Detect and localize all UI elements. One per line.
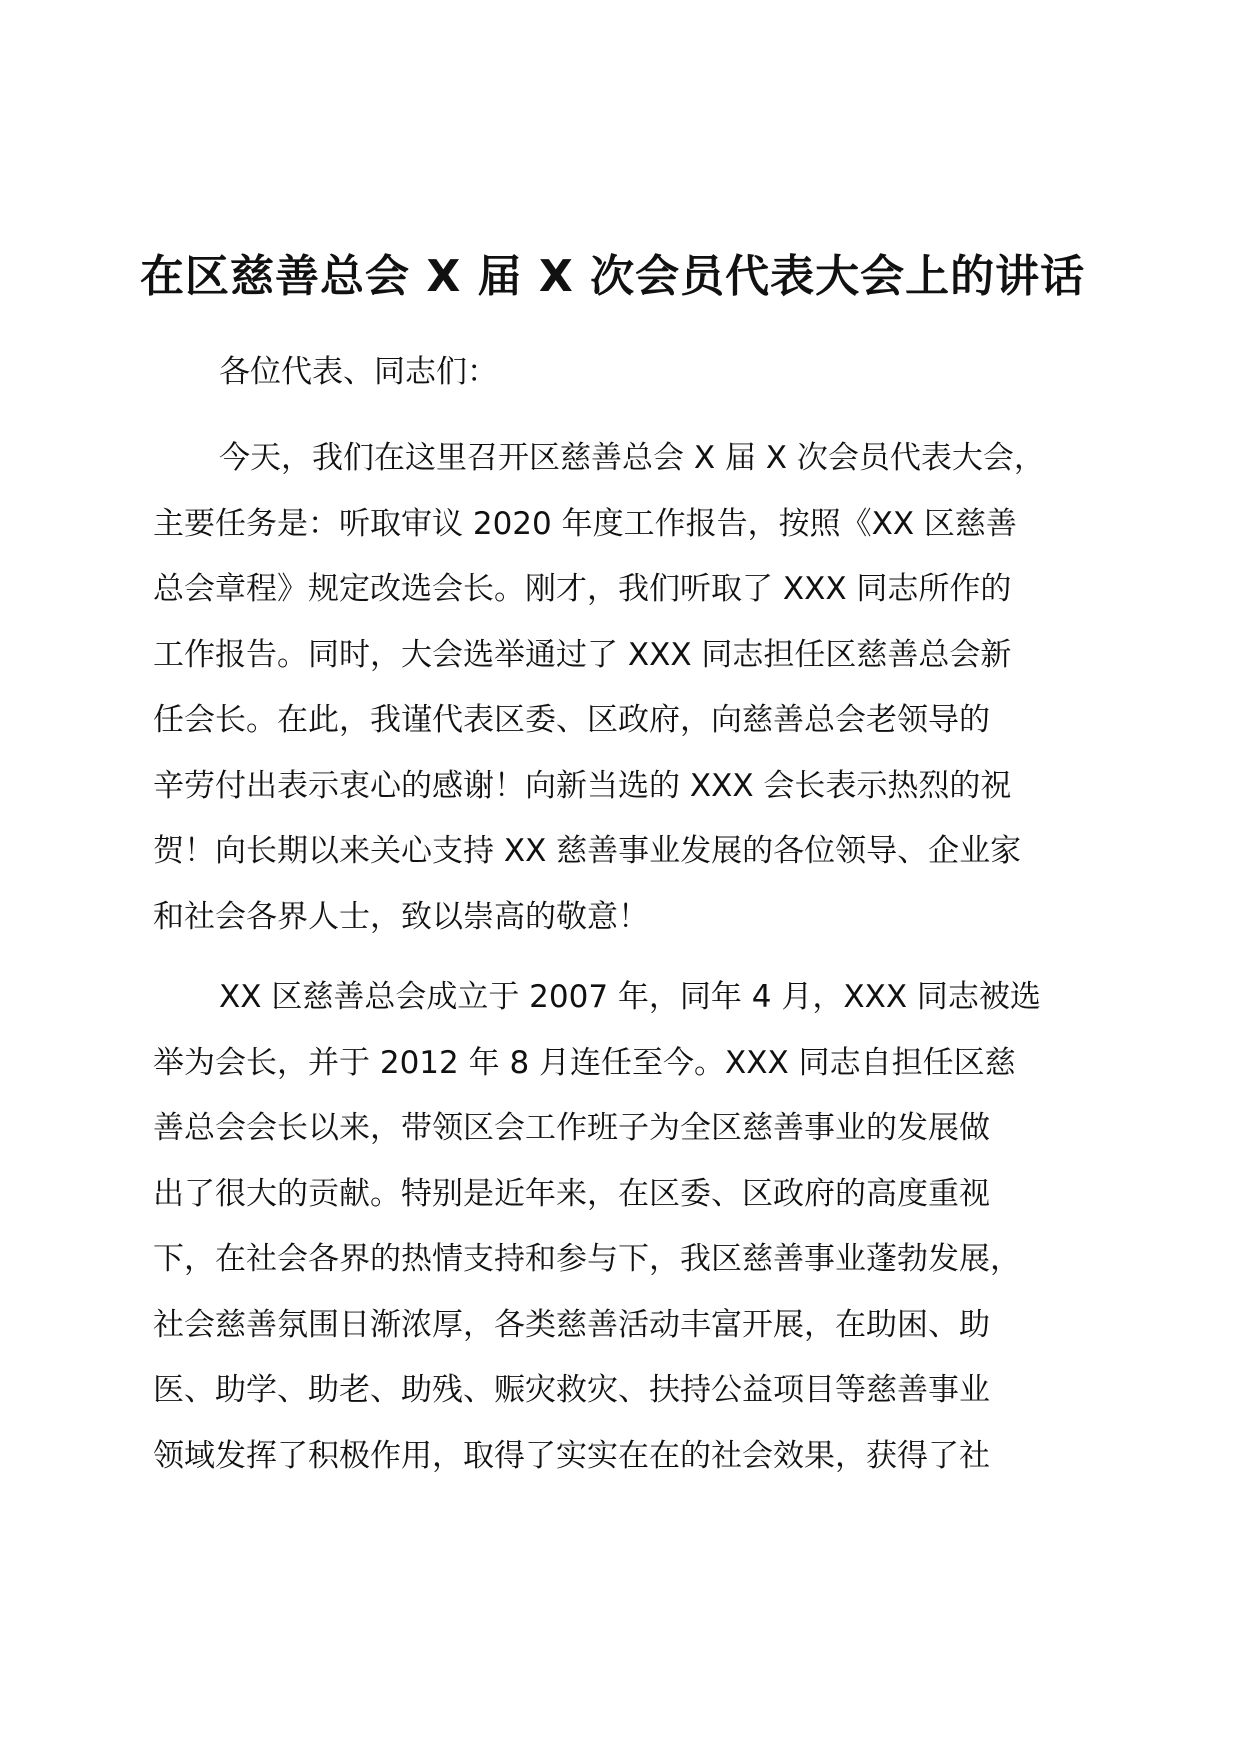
paragraph-line: 举为会长，并于 2012 年 8 月连任至今。XXX 同志自担任区慈 [153,1044,1016,1081]
paragraph-line: 出了很大的贡献。特别是近年来，在区委、区政府的高度重视 [153,1175,990,1212]
salutation-line: 各位代表、同志们： [219,354,498,390]
body-paragraph-2 [153,965,1093,1489]
paragraph-line: 善总会会长以来，带领区会工作班子为全区慈善事业的发展做 [153,1110,990,1146]
body-paragraph-1 [153,426,1093,950]
document-title: 在区慈善总会 X 届 X 次会员代表大会上的讲话 [140,251,1086,302]
paragraph-line: 社会慈善氛围日渐浓厚，各类慈善活动丰富开展，在助困、助 [153,1306,990,1343]
paragraph-line: 今天，我们在这里召开区慈善总会 X 届 X 次会员代表大会， [219,440,1045,476]
paragraph-line: 辛劳付出表示衷心的感谢！向新当选的 XXX 会长表示热烈的祝 [153,767,1012,804]
paragraph-line: XX 区慈善总会成立于 2007 年，同年 4 月，XXX 同志被选 [219,979,1041,1015]
paragraph-line: 贺！向长期以来关心支持 XX 慈善事业发展的各位领导、企业家 [153,833,1022,869]
paragraph-line: 和社会各界人士，致以崇高的敬意！ [153,898,649,935]
paragraph-line: 下，在社会各界的热情支持和参与下，我区慈善事业蓬勃发展， [153,1241,1021,1277]
paragraph-line: 领域发挥了积极作用，取得了实实在在的社会效果，获得了社 [153,1437,990,1474]
salutation-paragraph [153,340,1093,406]
paragraph-line: 工作报告。同时，大会选举通过了 XXX 同志担任区慈善总会新 [153,636,1012,673]
paragraph-line: 总会章程》规定改选会长。刚才，我们听取了 XXX 同志所作的 [153,571,1012,607]
paragraph-line: 主要任务是：听取审议 2020 年度工作报告，按照《XX 区慈善 [153,505,1017,542]
paragraph-line: 医、助学、助老、助残、赈灾救灾、扶持公益项目等慈善事业 [153,1372,990,1408]
paragraph-line: 任会长。在此，我谨代表区委、区政府，向慈善总会老领导的 [153,702,990,738]
